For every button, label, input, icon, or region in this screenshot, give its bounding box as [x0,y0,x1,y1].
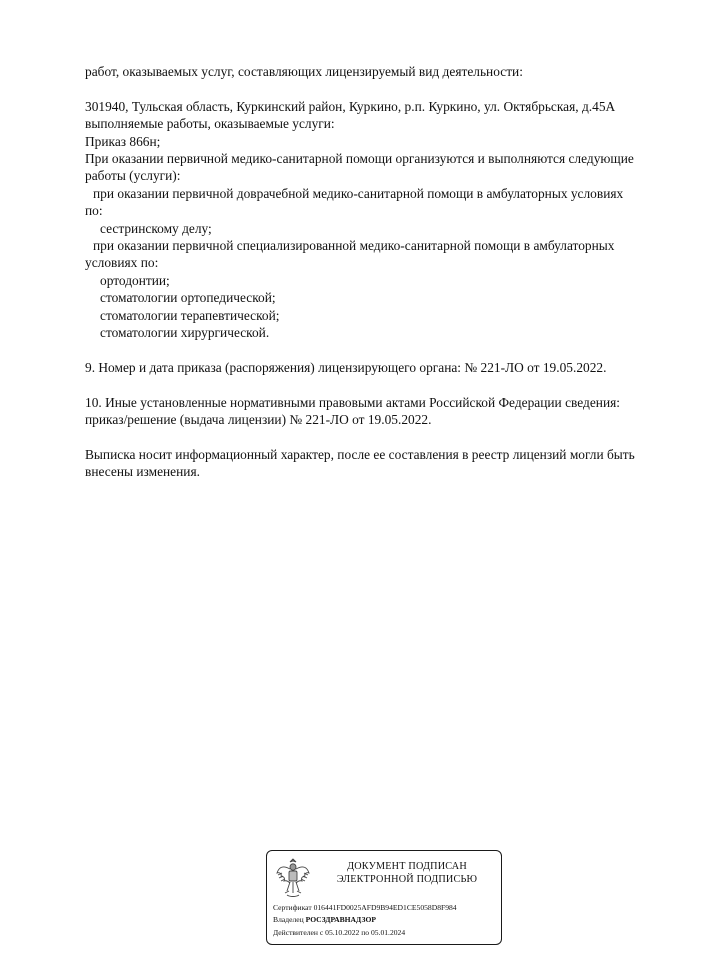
certificate-row [273,903,457,913]
service-item: сестринскому делу; [100,221,212,236]
validity-label: Действителен [273,928,318,937]
stamp-subtitle: ЭЛЕКТРОННОЙ ПОДПИСЬЮ [336,874,478,885]
electronic-signature-stamp [266,850,502,945]
text-line: выполняемые работы, оказываемые услуги: [85,116,335,131]
text-line: работ, оказываемых услуг, составляющих лицензируемый вид деятельности: [85,64,523,79]
text-line: при оказании первичной доврачебной медико-санитарной помощи в амбулаторных условиях [93,186,624,201]
address-line: 301940, Тульская область, Куркинский район, Куркино, р.п. Куркино, ул. Октябрьская, д.45А [85,99,616,114]
text-line: работы (услуги): [85,168,181,183]
section-9: 9. Номер и дата приказа (распоряжения) лицензирующего органа: № 221-ЛО от 19.05.2022. [85,360,607,375]
validity-row [273,928,405,938]
owner-value: РОСЗДРАВНАДЗОР [305,915,377,924]
owner-label: Владелец [273,915,304,924]
service-item: стоматологии терапевтической; [100,308,280,323]
disclaimer-line: Выписка носит информационный характер, после ее составления в реестр лицензий могли быть [85,447,635,462]
service-item: стоматологии ортопедической; [100,290,276,305]
order-line: Приказ 866н; [85,134,161,149]
section-10: 10. Иные установленные нормативными правовыми актами Российской Федерации сведения: [85,395,620,410]
owner-row [273,915,376,925]
certificate-value: 016441FD0025AFD9B94ED1CE5058D8F984 [313,903,457,912]
coat-of-arms-icon [275,855,311,899]
text-line: приказ/решение (выдача лицензии) № 221-ЛО от 19.05.2022. [85,412,432,427]
text-line: по: [85,203,103,218]
validity-value: с 05.10.2022 по 05.01.2024 [319,928,406,937]
text-line: при оказании первичной специализированной медико-санитарной помощи в амбулаторных [93,238,615,253]
stamp-title: ДОКУМЕНТ ПОДПИСАН [347,861,467,872]
service-item: стоматологии хирургической. [100,325,270,340]
disclaimer-line: внесены изменения. [85,464,200,479]
service-item: ортодонтии; [100,273,170,288]
text-line: При оказании первичной медико-санитарной помощи организуются и выполняются следующие [85,151,634,166]
text-line: условиях по: [85,255,159,270]
certificate-label: Сертификат [273,903,312,912]
